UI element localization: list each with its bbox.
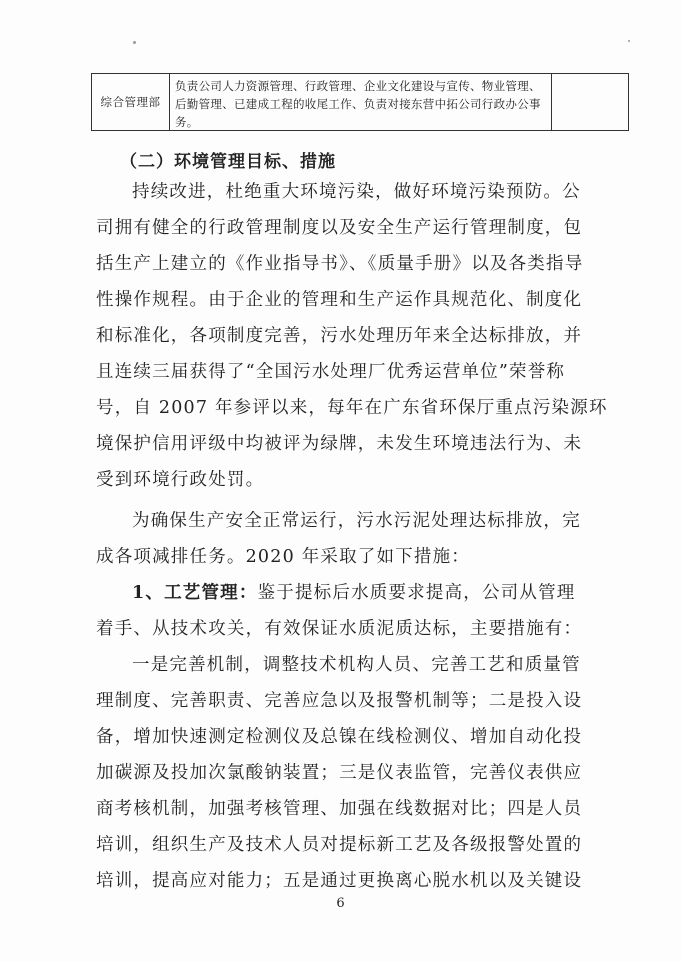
text-line: 成各项减排任务。2020 年采取了如下措施： [96, 547, 470, 567]
text-line [96, 575, 616, 611]
text-line: 培训，提高应对能力；五是通过更换离心脱水机以及关键设 [96, 871, 583, 891]
text-line: 受到环境行政处罚。 [96, 470, 265, 490]
text-line: 培训，组织生产及技术人员对提标新工艺及各级报警处置的 [96, 835, 583, 855]
text-line: 为确保生产安全正常运行，污水污泥处理达标排放，完 [132, 511, 581, 531]
scan-speck [133, 41, 136, 44]
text-line: 加碳源及投加次氯酸钠装置；三是仪表监管，完善仪表供应 [96, 763, 583, 783]
duties-line: 务。 [175, 115, 199, 129]
text-line: 境保护信用评级中均被评为绿牌，未发生环境违法行为、未 [96, 434, 583, 454]
text-line: 司拥有健全的行政管理制度以及安全生产运行管理制度，包 [96, 218, 583, 238]
text-line: 和标准化，各项制度完善，污水处理历年来全达标排放，并 [96, 326, 583, 346]
scan-speck [628, 40, 630, 42]
page-number: 6 [336, 896, 345, 911]
department-cell: 综合管理部 [92, 74, 170, 130]
paragraph-measures-intro [96, 503, 616, 575]
text-line: 理制度、完善职责、完善应急以及报警机制等；二是投入设 [96, 691, 583, 711]
text-line: 持续改进，杜绝重大环境污染，做好环境污染预防。公 [132, 182, 581, 202]
item-text: 鉴于提标后水质要求提高，公司从管理 [257, 583, 576, 603]
paragraph-environment-goal [96, 174, 616, 498]
duties-line: 负责公司人力资源管理、行政管理、企业文化建设与宣传、物业管理、 [175, 79, 541, 93]
empty-cell [552, 74, 628, 130]
paragraph-measures-detail [96, 647, 616, 899]
section-heading: （二）环境管理目标、措施 [120, 152, 336, 172]
text-line: 备，增加快速测定检测仪及总镍在线检测仪、增加自动化投 [96, 727, 583, 747]
text-line: 且连续三届获得了“全国污水处理厂优秀运营单位”荣誉称 [96, 362, 566, 382]
text-line: 着手、从技术攻关，有效保证水质泥质达标，主要措施有： [96, 619, 583, 639]
item-label: 1、工艺管理： [132, 583, 258, 603]
duties-line: 后勤管理、已建成工程的收尾工作、负责对接东营中拓公司行政办公事 [175, 97, 541, 111]
duties-cell [170, 74, 552, 130]
item-process-management [96, 575, 616, 647]
text-line: 性操作规程。由于企业的管理和生产运作具规范化、制度化 [96, 290, 583, 310]
text-line: 号，自 2007 年参评以来，每年在广东省环保厅重点污染源环 [96, 398, 608, 418]
text-line: 括生产上建立的《作业指导书》、《质量手册》以及各类指导 [96, 254, 584, 274]
text-line: 商考核机制，加强考核管理、加强在线数据对比；四是人员 [96, 799, 583, 819]
text-line: 一是完善机制，调整技术机构人员、完善工艺和质量管 [132, 655, 581, 675]
responsibility-table [91, 73, 629, 131]
